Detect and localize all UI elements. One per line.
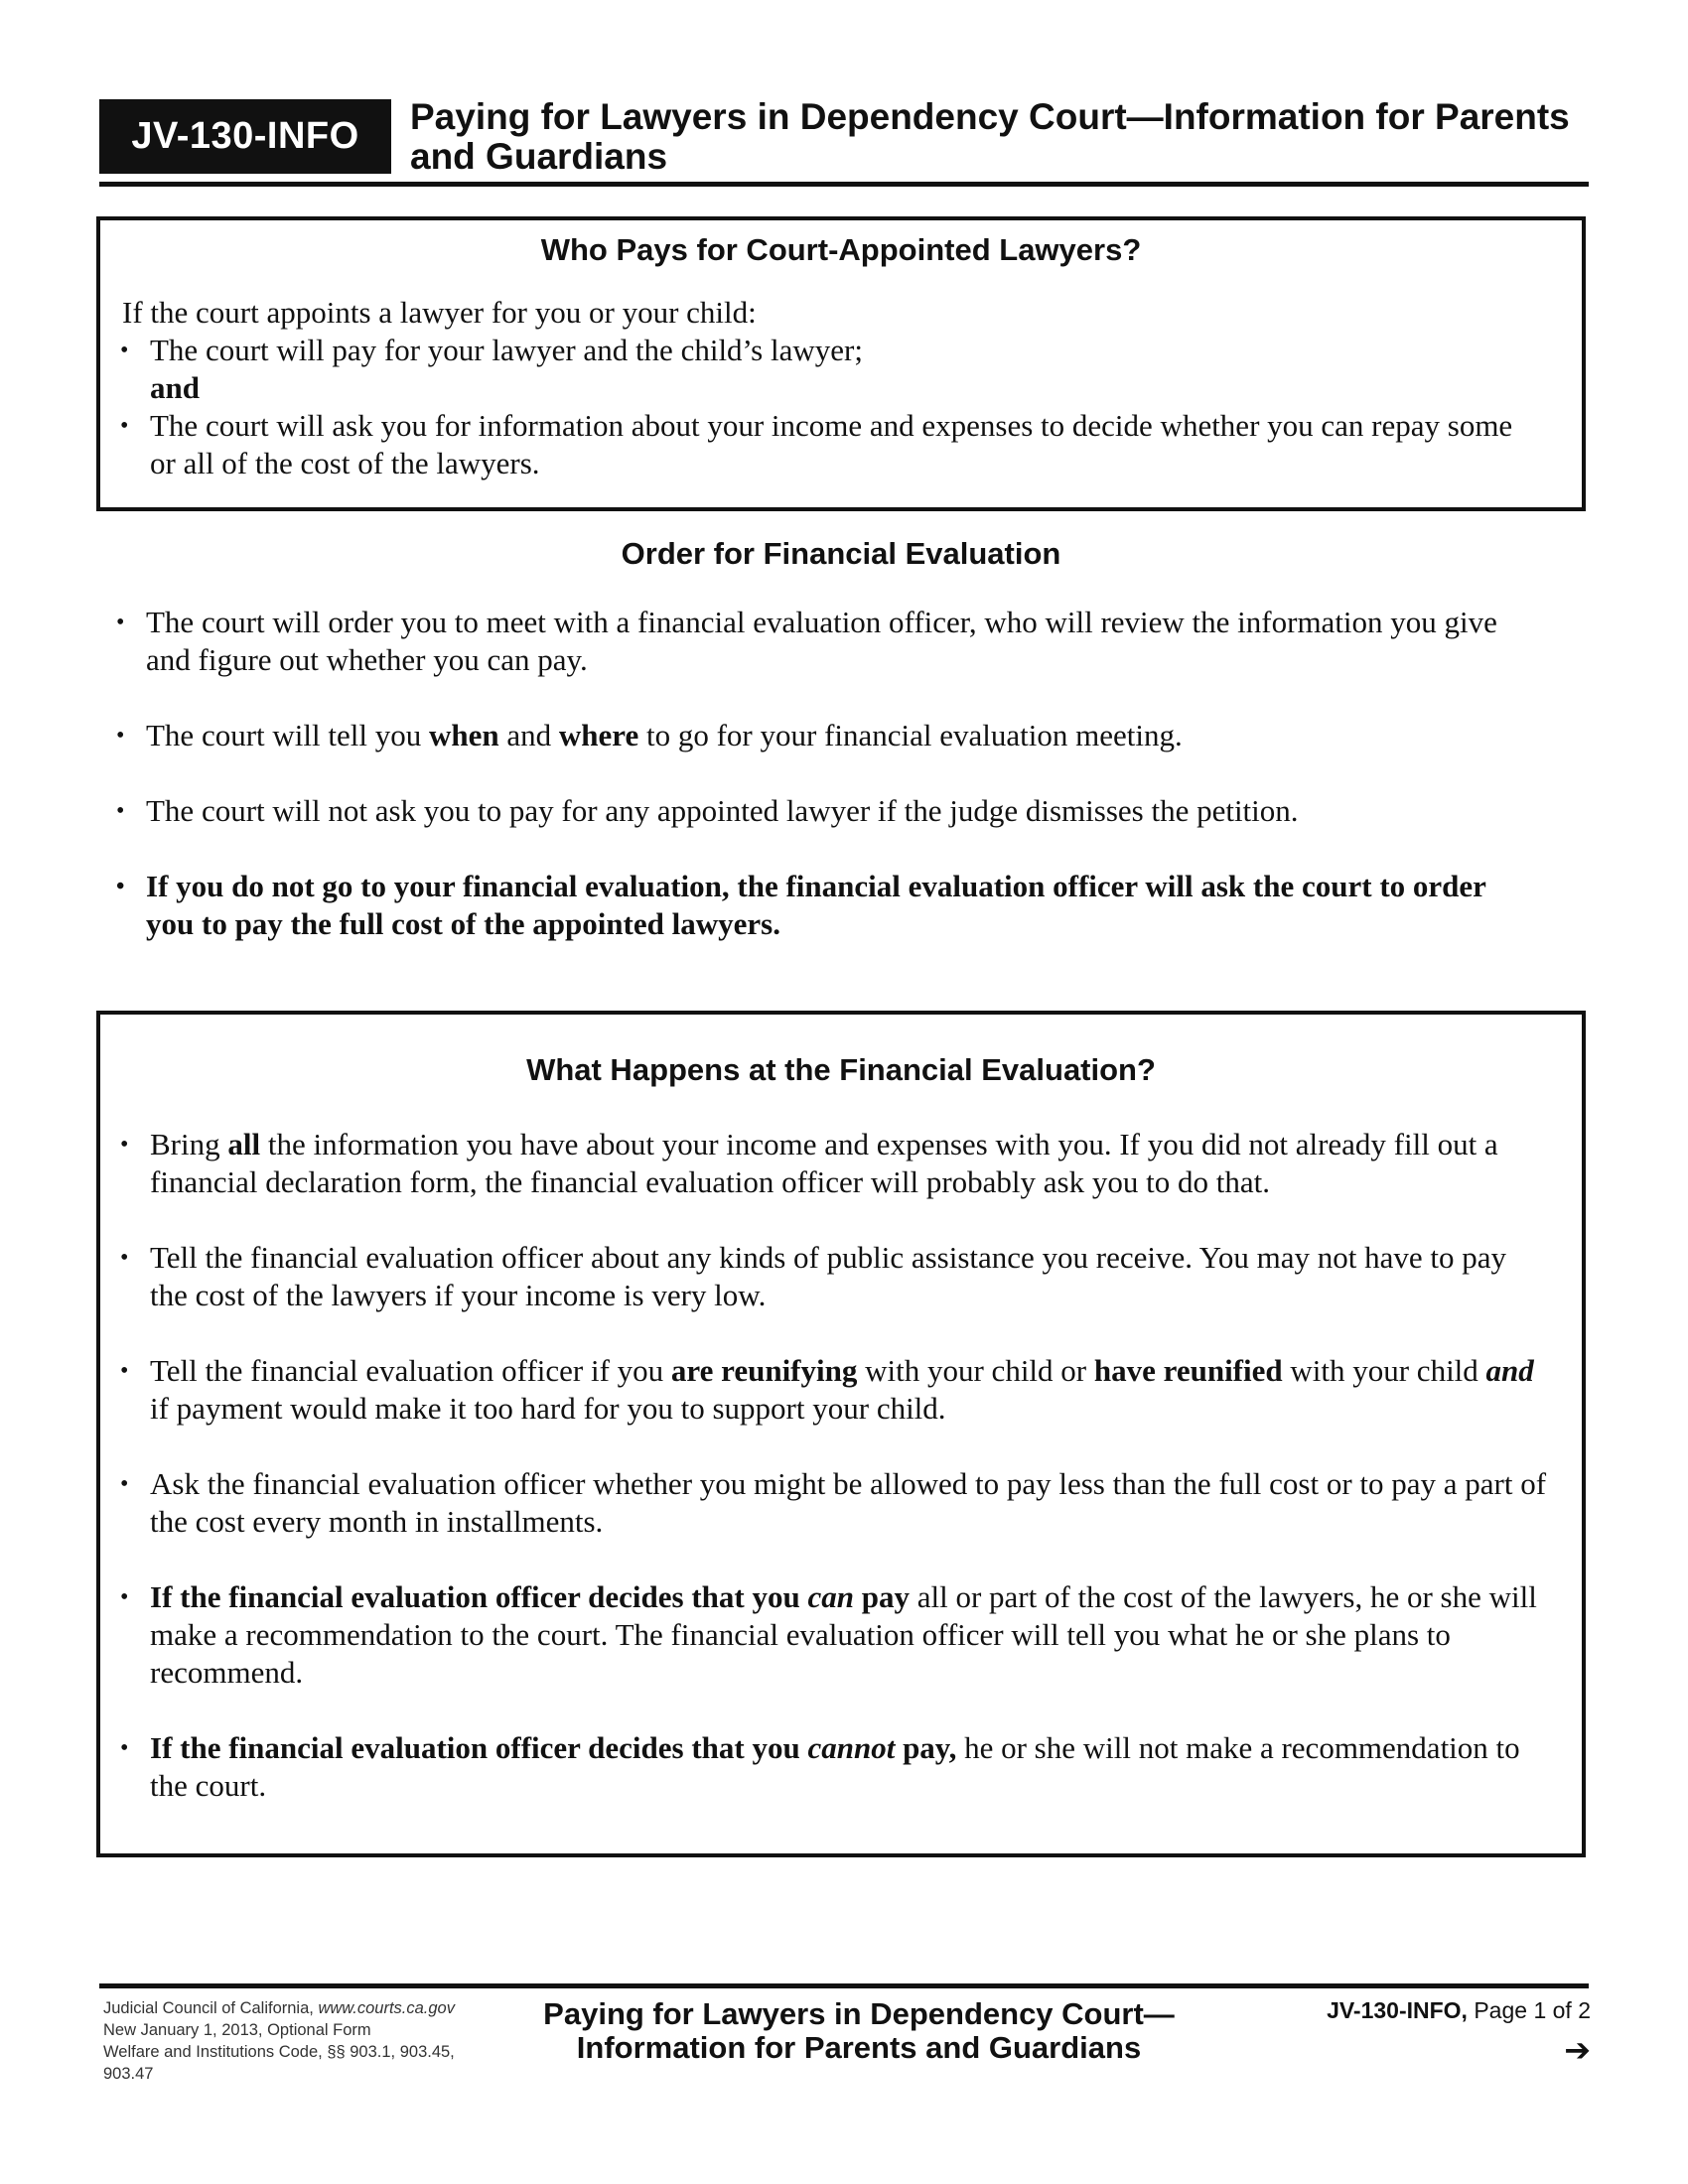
list-item: • If you do not go to your financial evaluation, the financial evaluation officer will ask the court to order you to pay the full cost of the appointed lawyers. bbox=[96, 868, 1526, 943]
form-id-badge: JV-130-INFO bbox=[99, 99, 391, 174]
who-pays-list bbox=[100, 332, 1530, 482]
footer-page-info: JV-130-INFO, Page 1 of 2 ➔ bbox=[1327, 1997, 1591, 2068]
footer-title: Paying for Lawyers in Dependency Court—Information for Parents and Guardians bbox=[543, 1996, 1175, 2065]
order-evaluation-heading: Order for Financial Evaluation bbox=[621, 536, 1061, 571]
list-item: • The court will ask you for information about your income and expenses to decide whether you can repay some or all of the cost of the lawyers. bbox=[100, 407, 1530, 482]
list-item: • If the financial evaluation officer decides that you can pay all or part of the cost of the lawyers, he or she will make a recommendation to the court. The financial evaluation officer will tell you what he or she plans to recommend. bbox=[100, 1578, 1550, 1692]
footer-source-info: Judicial Council of California, www.courts.ca.gov New January 1, 2013, Optional Form Welfare and Institutions Code, §§ 903.1, 903.45, 903.47 bbox=[103, 1999, 455, 2083]
list-item: • The court will tell you when and where to go for your financial evaluation meeting. bbox=[96, 717, 1526, 754]
list-item: • If the financial evaluation officer decides that you cannot pay, he or she will not make a recommendation to the court. bbox=[100, 1729, 1550, 1805]
what-happens-box bbox=[96, 1011, 1586, 1857]
and-connector: and bbox=[150, 370, 200, 405]
what-happens-list bbox=[100, 1126, 1550, 1843]
next-page-arrow-icon[interactable]: ➔ bbox=[1564, 2032, 1591, 2068]
list-item: • The court will not ask you to pay for any appointed lawyer if the judge dismisses the petition. bbox=[96, 792, 1526, 830]
list-item: • The court will pay for your lawyer and the child’s lawyer; and bbox=[100, 332, 1530, 407]
header-rule bbox=[99, 182, 1589, 187]
website-link[interactable]: www.courts.ca.gov bbox=[318, 1999, 455, 2017]
who-pays-intro: If the court appoints a lawyer for you or your child: bbox=[122, 295, 757, 330]
list-item: • The court will order you to meet with a financial evaluation officer, who will review the information you give and figure out whether you can pay. bbox=[96, 604, 1526, 679]
who-pays-box bbox=[96, 216, 1586, 511]
what-happens-heading: What Happens at the Financial Evaluation? bbox=[526, 1052, 1156, 1087]
list-item: • Tell the financial evaluation officer about any kinds of public assistance you receive. You may not have to pay the cost of the lawyers if your income is very low. bbox=[100, 1239, 1550, 1314]
footer-rule bbox=[99, 1983, 1589, 1988]
list-item: • Tell the financial evaluation officer if you are reunifying with your child or have reunified with your child and if payment would make it too hard for you to support your child. bbox=[100, 1352, 1550, 1428]
order-evaluation-list bbox=[96, 604, 1526, 981]
form-title: Paying for Lawyers in Dependency Court—Information for Parents and Guardians bbox=[410, 96, 1570, 177]
list-item: • Ask the financial evaluation officer whether you might be allowed to pay less than the full cost or to pay a part of the cost every month in installments. bbox=[100, 1465, 1550, 1541]
list-item: • Bring all the information you have about your income and expenses with you. If you did not already fill out a financial declaration form, the financial evaluation officer will probably ask you to do that. bbox=[100, 1126, 1550, 1201]
who-pays-heading: Who Pays for Court-Appointed Lawyers? bbox=[540, 232, 1142, 267]
